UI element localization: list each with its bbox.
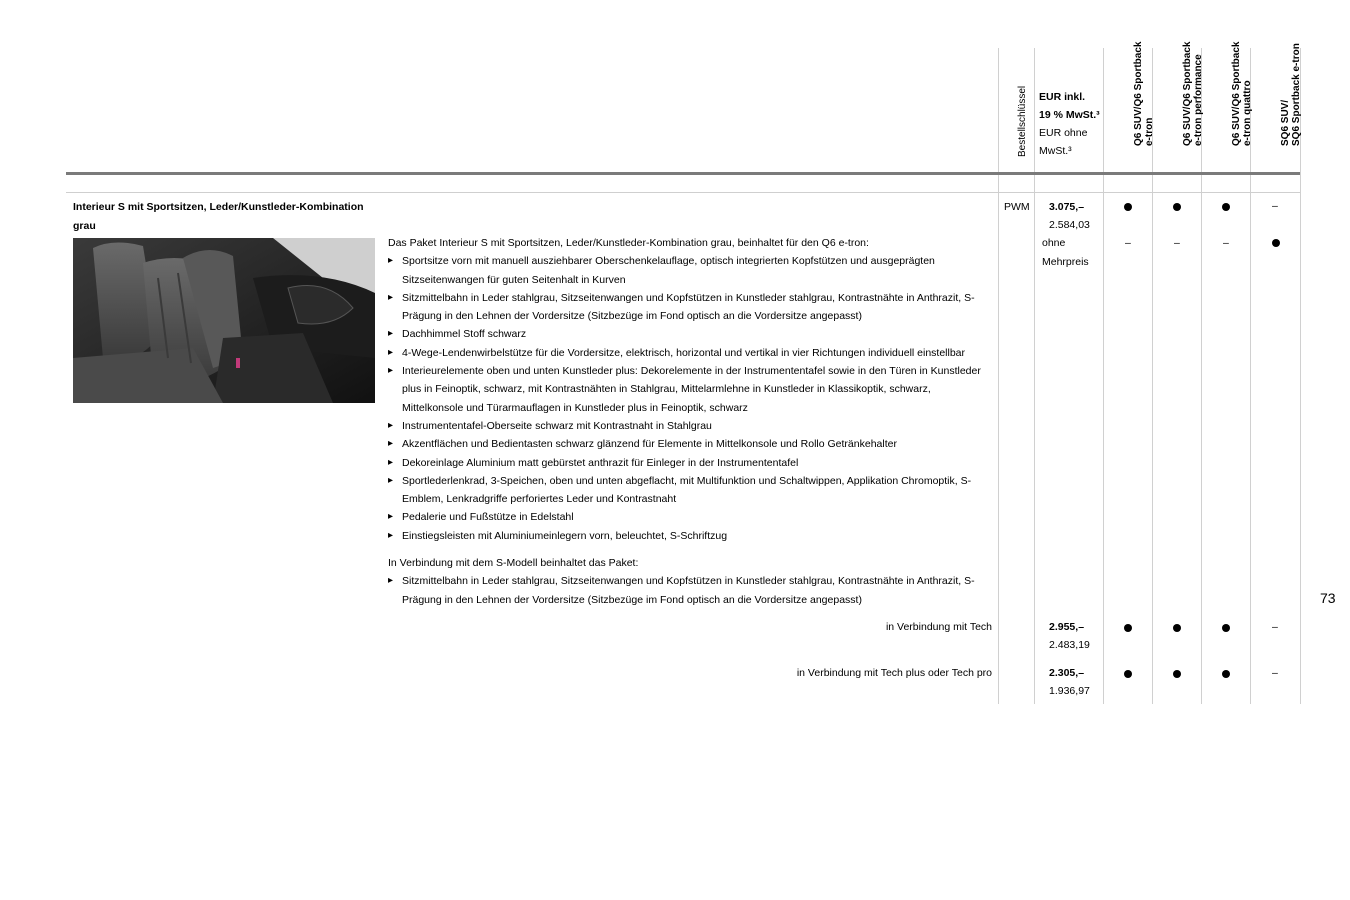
header-price-incl-1: EUR inkl.: [1039, 91, 1086, 103]
combo-techplus-price-incl: 2.305,–: [1049, 667, 1085, 679]
s-model-intro: In Verbindung mit dem S-Modell beinhaltet das Paket:: [388, 557, 639, 570]
spacer: [388, 545, 993, 554]
list-item: ▸ Instrumententafel-Oberseite schwarz mit Kontrastnaht in Stahlgrau: [388, 417, 993, 435]
not-available-dash: –: [1272, 667, 1278, 679]
list-item: ▸ Sitzmittelbahn in Leder stahlgrau, Sitzseitenwangen und Kopfstützen in Kunstleder stahlgrau, Kontrastnähte in Anthrazit, S-Prägung in den Lehnen der Vordersitze (Sitzbezüge im Fond optisch an die Vordersitze angepasst): [388, 289, 993, 326]
header-model-2-line1: Q6 SUV/Q6 Sportback: [1182, 41, 1193, 146]
header-price: [1039, 88, 1100, 160]
list-item: ▸ 4-Wege-Lendenwirbelstütze für die Vordersitze, elektrisch, horizontal und vertikal in vier Richtungen individuell einstellbar: [388, 344, 993, 362]
not-available-dash: –: [1272, 621, 1278, 633]
header-model-3-label: [1231, 42, 1253, 146]
option-description: [388, 234, 993, 609]
not-available-dash: –: [1272, 200, 1278, 212]
header-model-3: [1208, 41, 1254, 172]
standard-dot: [1173, 624, 1181, 632]
header-order-key: [994, 48, 1040, 172]
list-item: ▸ Sitzmittelbahn in Leder stahlgrau, Sitzseitenwangen und Kopfstützen in Kunstleder stahlgrau, Kontrastnähte in Anthrazit, S-Prägung in den Lehnen der Vordersitze (Sitzbezüge im Fond optisch an die Vordersitze angepasst): [388, 572, 993, 609]
list-item: ▸ Sportsitze vorn mit manuell ausziehbarer Oberschenkelauflage, optisch integrierten Kopfstützen und ausgeprägten Sitzseitenwangen für guten Seitenhalt in Kurven: [388, 252, 993, 289]
standard-dot: [1124, 203, 1132, 211]
description-list: [388, 252, 993, 545]
column-divider: [1103, 48, 1104, 704]
not-available-dash: –: [1125, 237, 1131, 249]
combo-techplus-label: in Verbindung mit Tech plus oder Tech pro: [796, 667, 992, 679]
header-model-1: [1110, 41, 1156, 172]
combo-tech-price-excl: 2.483,19: [1049, 639, 1090, 651]
standard-dot: [1124, 624, 1132, 632]
no-surcharge-1: ohne: [1042, 237, 1066, 249]
option-title: Interieur S mit Sportsitzen, Leder/Kunstleder-Kombination grau: [73, 201, 364, 232]
standard-dot: [1222, 670, 1230, 678]
list-item: ▸ Dachhimmel Stoff schwarz: [388, 325, 993, 343]
header-model-2-line2: e-tron performance: [1193, 54, 1204, 146]
price-excl: 2.584,03: [1049, 219, 1090, 231]
header-model-3-line1: Q6 SUV/Q6 Sportback: [1231, 41, 1242, 146]
header-price-incl-2: 19 % MwSt.³: [1039, 109, 1100, 121]
description-intro: Das Paket Interieur S mit Sportsitzen, Leder/Kunstleder-Kombination grau, beinhaltet für den Q6 e-tron:: [388, 237, 869, 249]
header-price-excl-1: EUR ohne: [1039, 127, 1088, 139]
list-item: ▸ Akzentflächen und Bedientasten schwarz glänzend für Elemente in Mittelkonsole und Rollo Getränkehalter: [388, 435, 993, 453]
header-model-1-line2: e-tron: [1144, 117, 1155, 146]
list-item: ▸ Einstiegsleisten mit Aluminiumeinlegern vorn, beleuchtet, S-Schriftzug: [388, 527, 993, 545]
header-model-2: [1159, 41, 1205, 172]
list-item: ▸ Dekoreinlage Aluminium matt gebürstet anthrazit für Einleger in der Instrumententafel: [388, 454, 993, 472]
header-model-4-label: [1280, 43, 1302, 146]
header-model-4-line2: SQ6 Sportback e-tron: [1291, 43, 1302, 146]
no-surcharge-2: Mehrpreis: [1042, 256, 1089, 268]
header-model-3-line2: e-tron quattro: [1242, 80, 1253, 146]
standard-dot: [1222, 624, 1230, 632]
list-item: ▸ Pedalerie und Fußstütze in Edelstahl: [388, 508, 993, 526]
standard-dot: [1124, 670, 1132, 678]
header-model-4: [1257, 43, 1303, 172]
header-order-key-label: Bestellschlüssel: [1017, 85, 1028, 157]
page-number: 73: [1320, 590, 1336, 606]
standard-dot: [1272, 239, 1280, 247]
header-price-excl-2: MwSt.³: [1039, 145, 1072, 157]
option-code: PWM: [1004, 201, 1030, 213]
header-model-1-line1: Q6 SUV/Q6 Sportback: [1133, 41, 1144, 146]
standard-dot: [1222, 203, 1230, 211]
header-rule: [66, 172, 1300, 175]
header-model-2-label: [1182, 42, 1204, 146]
s-model-list: [388, 572, 993, 609]
list-item: ▸ Sportlederlenkrad, 3-Speichen, oben und unten abgeflacht, mit Multifunktion und Schaltwippen, Applikation Chromoptik, S-Emblem, Lenkradgriffe perforiertes Leder und Kontrastnaht: [388, 472, 993, 509]
header-model-4-line1: SQ6 SUV/: [1280, 99, 1291, 146]
combo-techplus-price-excl: 1.936,97: [1049, 685, 1090, 697]
price-incl: 3.075,–: [1049, 201, 1085, 213]
combo-tech-label: in Verbindung mit Tech: [885, 621, 992, 633]
section-rule: [66, 192, 1300, 193]
not-available-dash: –: [1223, 237, 1229, 249]
standard-dot: [1173, 670, 1181, 678]
list-item: ▸ Interieurelemente oben und unten Kunstleder plus: Dekorelemente in der Instrumententafel sowie in den Türen in Kunstleder plus in Feinoptik, schwarz, mit Kontrastnähten in Stahlgrau, Mittelarmlehne in Kunstleder in Klassikoptik, schwarz, Mittelkonsole und Türarmauflagen in Kunstleder plus in Feinoptik, schwarz: [388, 362, 993, 417]
standard-dot: [1173, 203, 1181, 211]
not-available-dash: –: [1174, 237, 1180, 249]
combo-tech-price-incl: 2.955,–: [1049, 621, 1085, 633]
interior-photo: [73, 238, 375, 403]
header-model-1-label: [1133, 42, 1155, 146]
